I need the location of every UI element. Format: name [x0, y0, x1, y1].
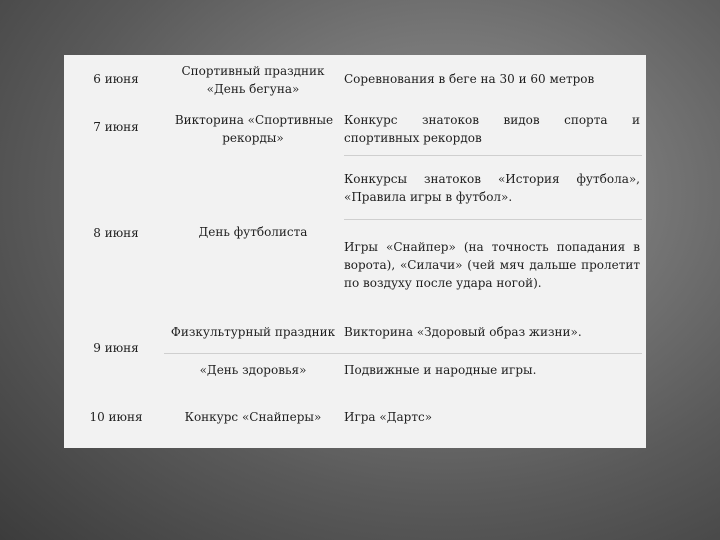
event-cell: Спортивный праздник [181, 64, 325, 78]
activity-cell: Конкурсы знатоков «История футбола», [344, 172, 640, 186]
event-cell: Викторина «Спортивные [174, 113, 334, 127]
date-cell: 7 июня [93, 120, 139, 134]
activity-cell: «Правила игры в футбол». [344, 190, 513, 204]
activity-cell: Соревнования в беге на 30 и 60 метров [344, 72, 595, 86]
event-cell: Физкультурный праздник [170, 325, 336, 339]
activity-cell: по воздуху после удара ногой). [344, 276, 542, 290]
activity-cell: спортивных рекордов [344, 131, 482, 145]
event-cell: Конкурс «Снайперы» [184, 410, 322, 424]
activity-cell: Игры «Снайпер» (на точность попадания в [344, 240, 640, 254]
activity-cell: Викторина «Здоровый образ жизни». [344, 325, 582, 339]
activity-cell: Конкурс знатоков видов спорта и [344, 113, 640, 127]
activity-cell: Игра «Дартс» [344, 410, 433, 424]
activity-cell: ворота), «Силачи» (чей мяч дальше пролетит [344, 258, 640, 272]
date-cell: 9 июня [93, 341, 139, 355]
event-cell: День футболиста [198, 225, 308, 239]
schedule-sheet [64, 55, 646, 448]
date-cell: 6 июня [93, 72, 139, 86]
event-cell: «День здоровья» [199, 363, 307, 377]
date-cell: 10 июня [89, 410, 143, 424]
activity-cell: Подвижные и народные игры. [344, 363, 537, 377]
event-cell: «День бегуна» [206, 82, 300, 96]
date-cell: 8 июня [93, 226, 139, 240]
row-divider [344, 155, 642, 156]
event-cell: рекорды» [222, 131, 284, 145]
row-divider [164, 353, 642, 354]
row-divider [344, 219, 642, 220]
